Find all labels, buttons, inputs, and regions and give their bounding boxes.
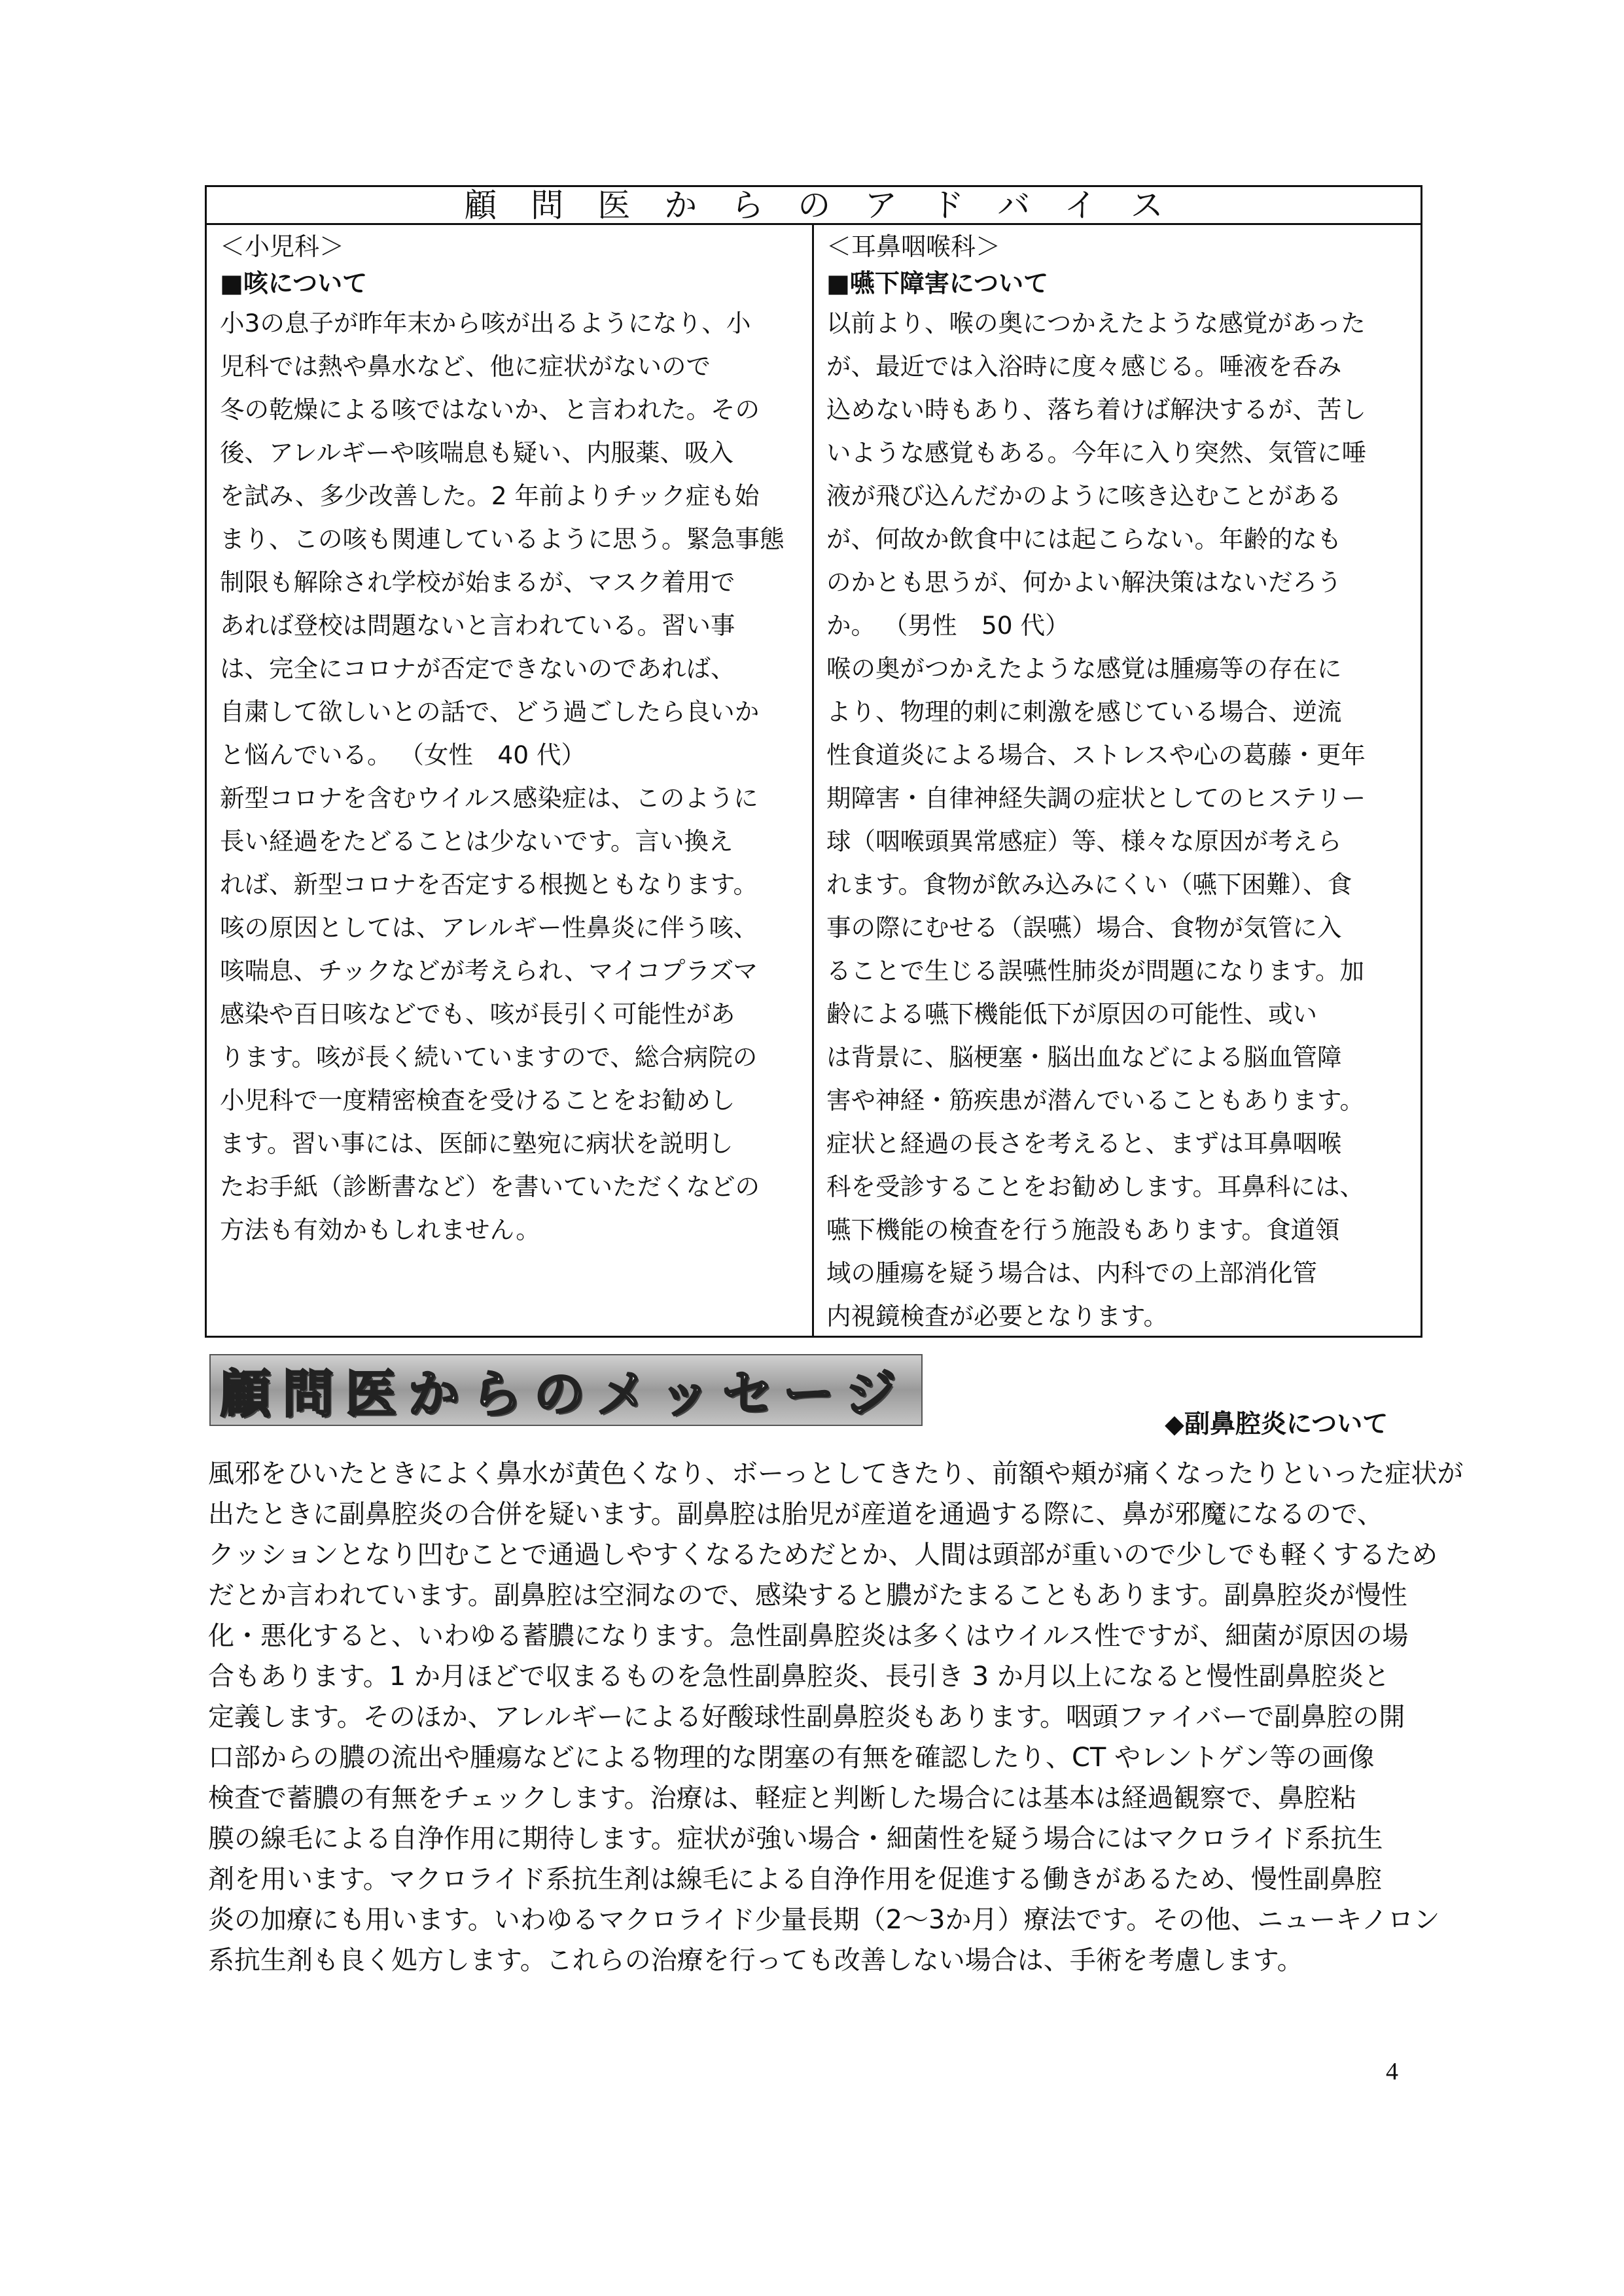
question-line: 込めない時もあり、落ち着けば解決するが、苦し (826, 395, 1366, 424)
question-line: あれば登校は問題ないと言われている。習い事 (220, 611, 735, 640)
answer-line: ます。習い事には、医師に塾宛に病状を説明し (220, 1129, 733, 1158)
question-line: が、何故か飲食中には起こらない。年齢的なも (826, 525, 1342, 553)
message-banner-title: 顧問医からのメッセージ (220, 1365, 908, 1424)
pediatrics-topic: ■咳について (220, 269, 368, 298)
message-line: 風邪をひいたときによく鼻水が黄色くなり、ボーっとしてきたり、前額や頬が痛くなったりといった症状が (208, 1459, 1464, 1489)
pediatrics-dept-label: ＜小児科＞ (220, 232, 345, 261)
question-last-line (220, 733, 805, 776)
message-line: 定義します。そのほか、アレルギーによる好酸球性副鼻腔炎もあります。咽頭ファイバーで副鼻腔の開 (208, 1702, 1405, 1732)
answer-line: 感染や百日咳などでも、咳が長引く可能性があ (220, 1000, 735, 1028)
question-line: 自粛して欲しいとの話で、どう過ごしたら良いか (220, 697, 760, 726)
question-last-line (826, 604, 1415, 647)
answer-line: たお手紙（診断書など）を書いていただくなどの (220, 1172, 760, 1201)
asker-info: （女性 40 代） (399, 740, 586, 769)
answer-line: 咳の原因としては、アレルギー性鼻炎に伴う咳、 (220, 913, 758, 942)
page-number: 4 (1386, 2058, 1398, 2085)
question-line: 制限も解除され学校が始まるが、マスク着用で (220, 568, 735, 597)
question-line: が、最近では入浴時に度々感じる。唾液を呑み (826, 352, 1342, 381)
message-line: 系抗生剤も良く処方します。これらの治療を行っても改善しない場合は、手術を考慮します。 (208, 1945, 1303, 1975)
message-line: クッションとなり凹むことで通過しやすくなるためだとか、人間は頭部が重いので少しでも軽くするため (208, 1540, 1438, 1570)
answer-line: 齢による嚥下機能低下が原因の可能性、或い (826, 1000, 1317, 1028)
message-line: 化・悪化すると、いわゆる蓄膿になります。急性副鼻腔炎は多くはウイルス性ですが、細菌が原因の場 (208, 1621, 1409, 1651)
question-line: まり、この咳も関連しているように思う。緊急事態 (220, 525, 785, 553)
column-divider (812, 225, 814, 1338)
advice-box-title: 顧問医からのアドバイス (207, 187, 1421, 225)
message-topic: ◆副鼻腔炎について (1165, 1410, 1388, 1439)
question-line: 冬の乾燥による咳ではないか、と言われた。その (220, 395, 760, 424)
answer-line: 新型コロナを含むウイルス感染症は、このように (220, 784, 758, 812)
answer-line: より、物理的刺に刺激を感じている場合、逆流 (826, 697, 1342, 726)
ent-dept-label: ＜耳鼻咽喉科＞ (826, 232, 1001, 261)
answer-line: ることで生じる誤嚥性肺炎が問題になります。加 (826, 956, 1364, 985)
message-line: 出たときに副鼻腔炎の合併を疑います。副鼻腔は胎児が産道を通過する際に、鼻が邪魔になるので、 (208, 1499, 1383, 1529)
answer-line: ります。咳が長く続いていますので、総合病院の (220, 1043, 758, 1071)
message-line: 炎の加療にも用います。いわゆるマクロライド少量長期（2～3か月）療法です。その他、ニューキノロン (208, 1905, 1440, 1935)
ent-topic: ■嚥下障害について (826, 269, 1049, 298)
answer-line: 害や神経・筋疾患が潜んでいることもあります。 (826, 1086, 1364, 1115)
question-line: か。 (826, 611, 875, 640)
answer-line: 球（咽喉頭異常感症）等、様々な原因が考えら (826, 827, 1342, 856)
message-line: だとか言われています。副鼻腔は空洞なので、感染すると膿がたまることもあります。副鼻腔炎が慢性 (208, 1580, 1407, 1610)
answer-line: 長い経過をたどることは少ないです。言い換え (220, 827, 733, 856)
question-line: を試み、多少改善した。2 年前よりチック症も始 (220, 481, 760, 510)
message-line: 合もあります。1 か月ほどで収まるものを急性副鼻腔炎、長引き 3 か月以上になると慢性副鼻腔炎と (208, 1661, 1390, 1692)
answer-line: 嚥下機能の検査を行う施設もあります。食道領 (826, 1215, 1340, 1244)
answer-line: 方法も有効かもしれません。 (220, 1215, 540, 1244)
asker-info: （男性 50 代） (883, 611, 1070, 640)
answer-line: 症状と経過の長さを考えると、まずは耳鼻咽喉 (826, 1129, 1342, 1158)
answer-line: 期障害・自律神経失調の症状としてのヒステリー (826, 784, 1366, 812)
answer-line: れば、新型コロナを否定する根拠ともなります。 (220, 870, 758, 899)
question-line: のかとも思うが、何かよい解決策はないだろう (826, 568, 1342, 597)
advice-box (205, 185, 1422, 1338)
message-line: 剤を用います。マクロライド系抗生剤は線毛による自浄作用を促進する働きがあるため、慢性副鼻腔 (208, 1864, 1382, 1894)
ent-column (826, 225, 1415, 1338)
message-body (208, 1453, 1464, 1981)
ent-question (826, 302, 1415, 1338)
message-banner (209, 1354, 923, 1426)
message-line: 膜の線毛による自浄作用に期待します。症状が強い場合・細菌性を疑う場合にはマクロライド系抗生 (208, 1824, 1383, 1854)
question-line: 小3の息子が昨年末から咳が出るようになり、小 (220, 309, 751, 338)
question-line: 児科では熱や鼻水など、他に症状がないので (220, 352, 711, 381)
question-line: 後、アレルギーや咳喘息も疑い、内服薬、吸入 (220, 438, 734, 467)
question-line: 以前より、喉の奥につかえたような感覚があった (826, 309, 1366, 338)
question-line: いような感覚もある。今年に入り突然、気管に唾 (826, 438, 1366, 467)
pediatrics-question (220, 302, 805, 1251)
question-line: と悩んでいる。 (220, 740, 392, 769)
answer-line: 内視鏡検査が必要となります。 (826, 1302, 1168, 1331)
answer-line: れます。食物が飲み込みにくい（嚥下困難）、食 (826, 870, 1352, 899)
answer-line: 事の際にむせる（誤嚥）場合、食物が気管に入 (826, 913, 1342, 942)
answer-line: 域の腫瘍を疑う場合は、内科での上部消化管 (826, 1259, 1317, 1287)
answer-line: 喉の奥がつかえたような感覚は腫瘍等の存在に (826, 654, 1342, 683)
message-line: 検査で蓄膿の有無をチェックします。治療は、軽症と判断した場合には基本は経過観察で、鼻腔粘 (208, 1783, 1356, 1813)
question-line: 液が飛び込んだかのように咳き込むことがある (826, 481, 1342, 510)
answer-line: 咳喘息、チックなどが考えられ、マイコプラズマ (220, 956, 758, 985)
question-line: は、完全にコロナが否定できないのであれば、 (220, 654, 735, 683)
pediatrics-column (220, 225, 805, 1251)
answer-line: 性食道炎による場合、ストレスや心の葛藤・更年 (826, 740, 1366, 769)
answer-line: は背景に、脳梗塞・脳出血などによる脳血管障 (826, 1043, 1342, 1071)
message-line: 口部からの膿の流出や腫瘍などによる物理的な閉塞の有無を確認したり、CT やレントゲン等の画像 (208, 1743, 1375, 1773)
answer-line: 科を受診することをお勧めします。耳鼻科には、 (826, 1172, 1364, 1201)
answer-line: 小児科で一度精密検査を受けることをお勧めし (220, 1086, 735, 1115)
